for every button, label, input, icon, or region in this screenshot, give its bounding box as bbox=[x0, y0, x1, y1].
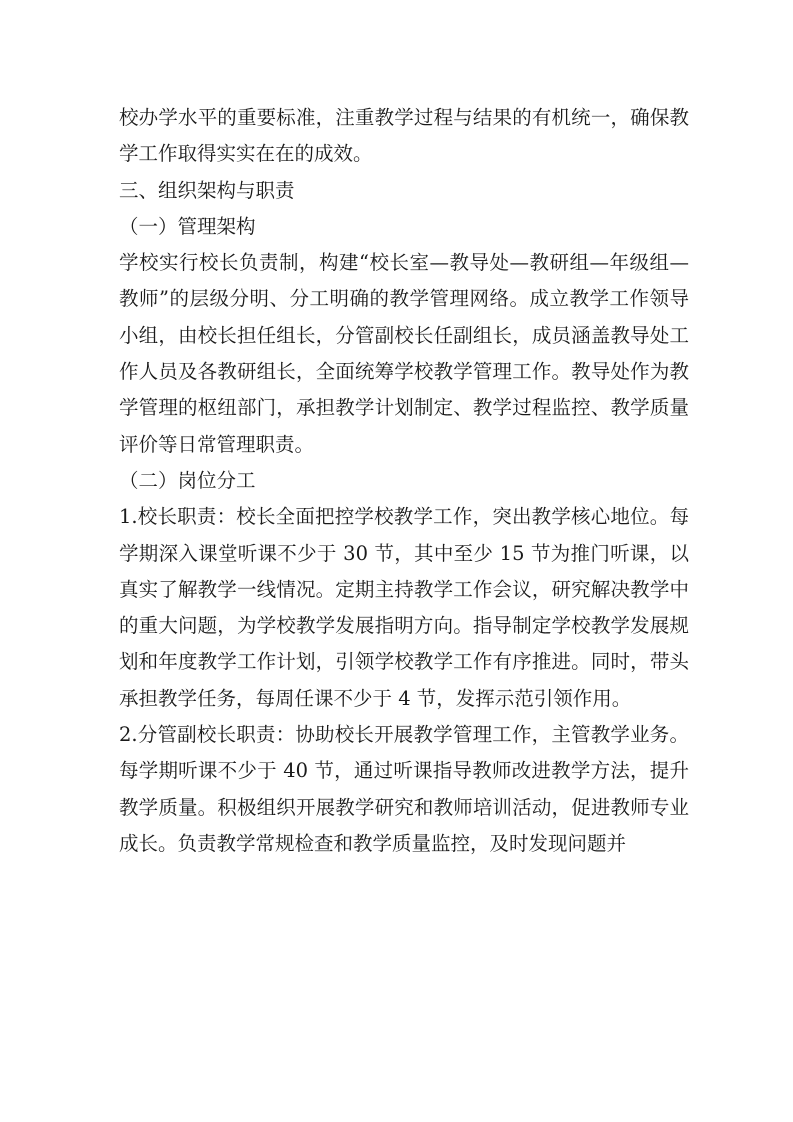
paragraph-vice-principal-duties: 2.分管副校长职责：协助校长开展教学管理工作，主管教学业务。每学期听课不少于 40 节，通过听课指导教师改进教学方法，提升教学质量。积极组织开展教学研究和教师培训活动，促进教师专业成长。负责教学常规检查和教学质量监控，及时发现问题并 bbox=[119, 723, 689, 855]
paragraph-management-structure: 学校实行校长负责制，构建“校长室—教导处—教研组—年级组—教师”的层级分明、分工明确的教学管理网络。成立教学工作领导小组，由校长担任组长，分管副校长任副组长，成员涵盖教导处工作人员及各教研组长，全面统筹学校教学管理工作。教导处作为教学管理的枢纽部门，承担教学计划制定、教学过程监控、教学质量评价等日常管理职责。 bbox=[119, 251, 689, 456]
document-body bbox=[119, 100, 689, 862]
section-heading-organization: 三、组织架构与职责 bbox=[119, 178, 295, 202]
subsection-heading-role-division: （二）岗位分工 bbox=[119, 468, 256, 492]
subsection-heading-management-structure: （一）管理架构 bbox=[119, 214, 256, 238]
paragraph-principal-duties: 1.校长职责：校长全面把控学校教学工作，突出教学核心地位。每学期深入课堂听课不少于 30 节，其中至少 15 节为推门听课，以真实了解教学一线情况。定期主持教学工作会议，研究解决教学中的重大问题，为学校教学发展指明方向。指导制定学校教学发展规划和年度教学工作计划，引领学校教学工作有序推进。同时，带头承担教学任务，每周任课不少于 4 节，发挥示范引领作用。 bbox=[119, 505, 689, 710]
paragraph-intro-continuation: 校办学水平的重要标准，注重教学过程与结果的有机统一，确保教学工作取得实实在在的成效。 bbox=[119, 106, 689, 166]
